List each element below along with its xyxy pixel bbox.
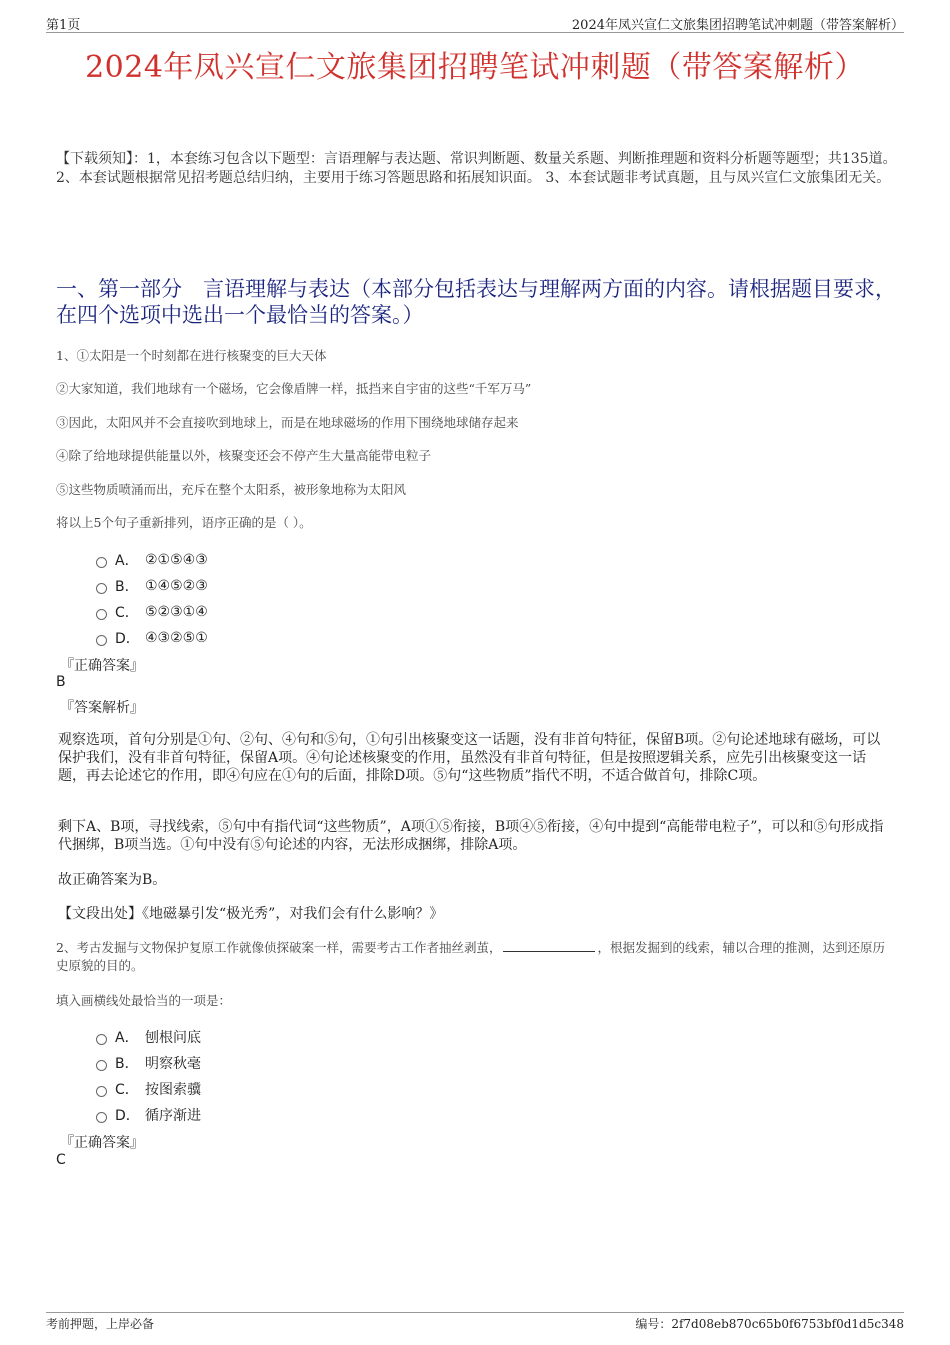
q1-options xyxy=(96,547,208,651)
q1-analysis-label: 『答案解析』 xyxy=(60,700,144,716)
option-letter: A． xyxy=(115,553,139,569)
option-text: 明察秋毫 xyxy=(145,1056,201,1072)
footer-serial: 编号：2f7d08eb870c65b0f6753bf0d1d5c348 xyxy=(635,1317,904,1331)
q1-line-1: 1、①太阳是一个时刻都在进行核聚变的巨大天体 xyxy=(56,348,327,363)
q1-answer: B xyxy=(56,674,66,690)
option-letter: C． xyxy=(115,1082,139,1098)
q1-option-c[interactable] xyxy=(96,599,208,625)
radio-icon[interactable] xyxy=(96,1034,107,1045)
q1-analysis-para-2: 剩下A、B项，寻找线索，⑤句中有指代词“这些物质”，A项①⑤衔接，B项④⑤衔接，④句中提到“高能带电粒子”，可以和⑤句形成指代捆绑，B项当选。①句中没有⑤句论述的内容，无法形成捆绑，排除A项。 xyxy=(58,819,884,853)
footer-slogan: 考前押题，上岸必备 xyxy=(46,1317,155,1331)
option-letter: D． xyxy=(115,631,140,647)
section-heading: 一、第一部分 言语理解与表达（本部分包括表达与理解两方面的内容。请根据题目要求，在四个选项中选出一个最恰当的答案。） xyxy=(56,277,896,327)
radio-icon[interactable] xyxy=(96,1086,107,1097)
option-letter: A． xyxy=(115,1030,139,1046)
page-title: 2024年凤兴宣仁文旅集团招聘笔试冲刺题（带答案解析） xyxy=(85,50,865,85)
option-text: ②①⑤④③ xyxy=(145,552,208,568)
radio-icon[interactable] xyxy=(96,609,107,620)
q1-option-d[interactable] xyxy=(96,625,208,651)
option-letter: B． xyxy=(115,579,139,595)
radio-icon[interactable] xyxy=(96,635,107,646)
q1-source: 【文段出处】《地磁暴引发“极光秀”，对我们会有什么影响？》 xyxy=(58,906,444,922)
q1-line-2: ②大家知道，我们地球有一个磁场，它会像盾牌一样，抵挡来自宇宙的这些“千军万马” xyxy=(56,381,532,396)
download-notice: 【下载须知】：1，本套练习包含以下题型：言语理解与表达题、常识判断题、数量关系题、判断推理题和资料分析题等题型；共135道。 2、本套试题根据常见招考题总结归纳，主要用于练习答题思路和拓展知识面。 3、本套试题非考试真题，且与凤兴宣仁文旅集团无关。 xyxy=(56,151,897,186)
q2-option-b[interactable] xyxy=(96,1050,201,1076)
q1-prompt: 将以上5个句子重新排列，语序正确的是（ ）。 xyxy=(56,515,312,530)
q2-prompt: 填入画横线处最恰当的一项是： xyxy=(56,993,232,1008)
q1-option-b[interactable] xyxy=(96,573,208,599)
q2-stem-after: ，根据发掘到的线索，辅以合理的推测，达到还原历史原貌的目的。 xyxy=(56,940,885,973)
option-text: 按图索骥 xyxy=(145,1082,201,1098)
header-divider xyxy=(46,32,904,33)
q1-analysis-conclusion: 故正确答案为B。 xyxy=(58,872,167,888)
option-text: 刨根问底 xyxy=(145,1030,201,1046)
option-text: ④③②⑤① xyxy=(145,630,208,646)
option-letter: D． xyxy=(115,1108,140,1124)
option-text: 循序渐进 xyxy=(145,1108,201,1124)
q2-answer-label: 『正确答案』 xyxy=(60,1135,144,1151)
radio-icon[interactable] xyxy=(96,557,107,568)
footer-divider xyxy=(46,1312,904,1313)
fill-blank xyxy=(503,951,595,952)
option-text: ①④⑤②③ xyxy=(145,578,208,594)
q1-line-4: ④除了给地球提供能量以外，核聚变还会不停产生大量高能带电粒子 xyxy=(56,448,432,463)
radio-icon[interactable] xyxy=(96,1112,107,1123)
q2-stem-before: 2、考古发掘与文物保护复原工作就像侦探破案一样，需要考古工作者抽丝剥茧， xyxy=(56,940,502,955)
option-letter: B． xyxy=(115,1056,139,1072)
q2-answer: C xyxy=(56,1152,66,1168)
radio-icon[interactable] xyxy=(96,1060,107,1071)
q1-line-3: ③因此，太阳风并不会直接吹到地球上，而是在地球磁场的作用下围绕地球储存起来 xyxy=(56,415,519,430)
q2-option-d[interactable] xyxy=(96,1102,201,1128)
q2-stem xyxy=(56,939,890,975)
q2-option-a[interactable] xyxy=(96,1024,201,1050)
page-number: 第1页 xyxy=(46,18,81,33)
header-doc-title: 2024年凤兴宣仁文旅集团招聘笔试冲刺题（带答案解析） xyxy=(571,18,904,33)
option-text: ⑤②③①④ xyxy=(145,604,208,620)
q1-line-5: ⑤这些物质喷涌而出，充斥在整个太阳系，被形象地称为太阳风 xyxy=(56,482,407,497)
radio-icon[interactable] xyxy=(96,583,107,594)
q2-options xyxy=(96,1024,201,1128)
q1-option-a[interactable] xyxy=(96,547,208,573)
option-letter: C． xyxy=(115,605,139,621)
q1-analysis-para-1: 观察选项，首句分别是①句、②句、④句和⑤句，①句引出核聚变这一话题，没有非首句特征，保留B项。②句论述地球有磁场，可以保护我们，没有非首句特征，保留A项。④句论述核聚变的作用，虽然没有非首句特征，但是按照逻辑关系，应先引出核聚变这一话题，再去论述它的作用，即④句应在①句的后面，排除D项。⑤句“这些物质”指代不明，不适合做首句，排除C项。 xyxy=(58,732,881,784)
q2-option-c[interactable] xyxy=(96,1076,201,1102)
q1-answer-label: 『正确答案』 xyxy=(60,658,144,674)
